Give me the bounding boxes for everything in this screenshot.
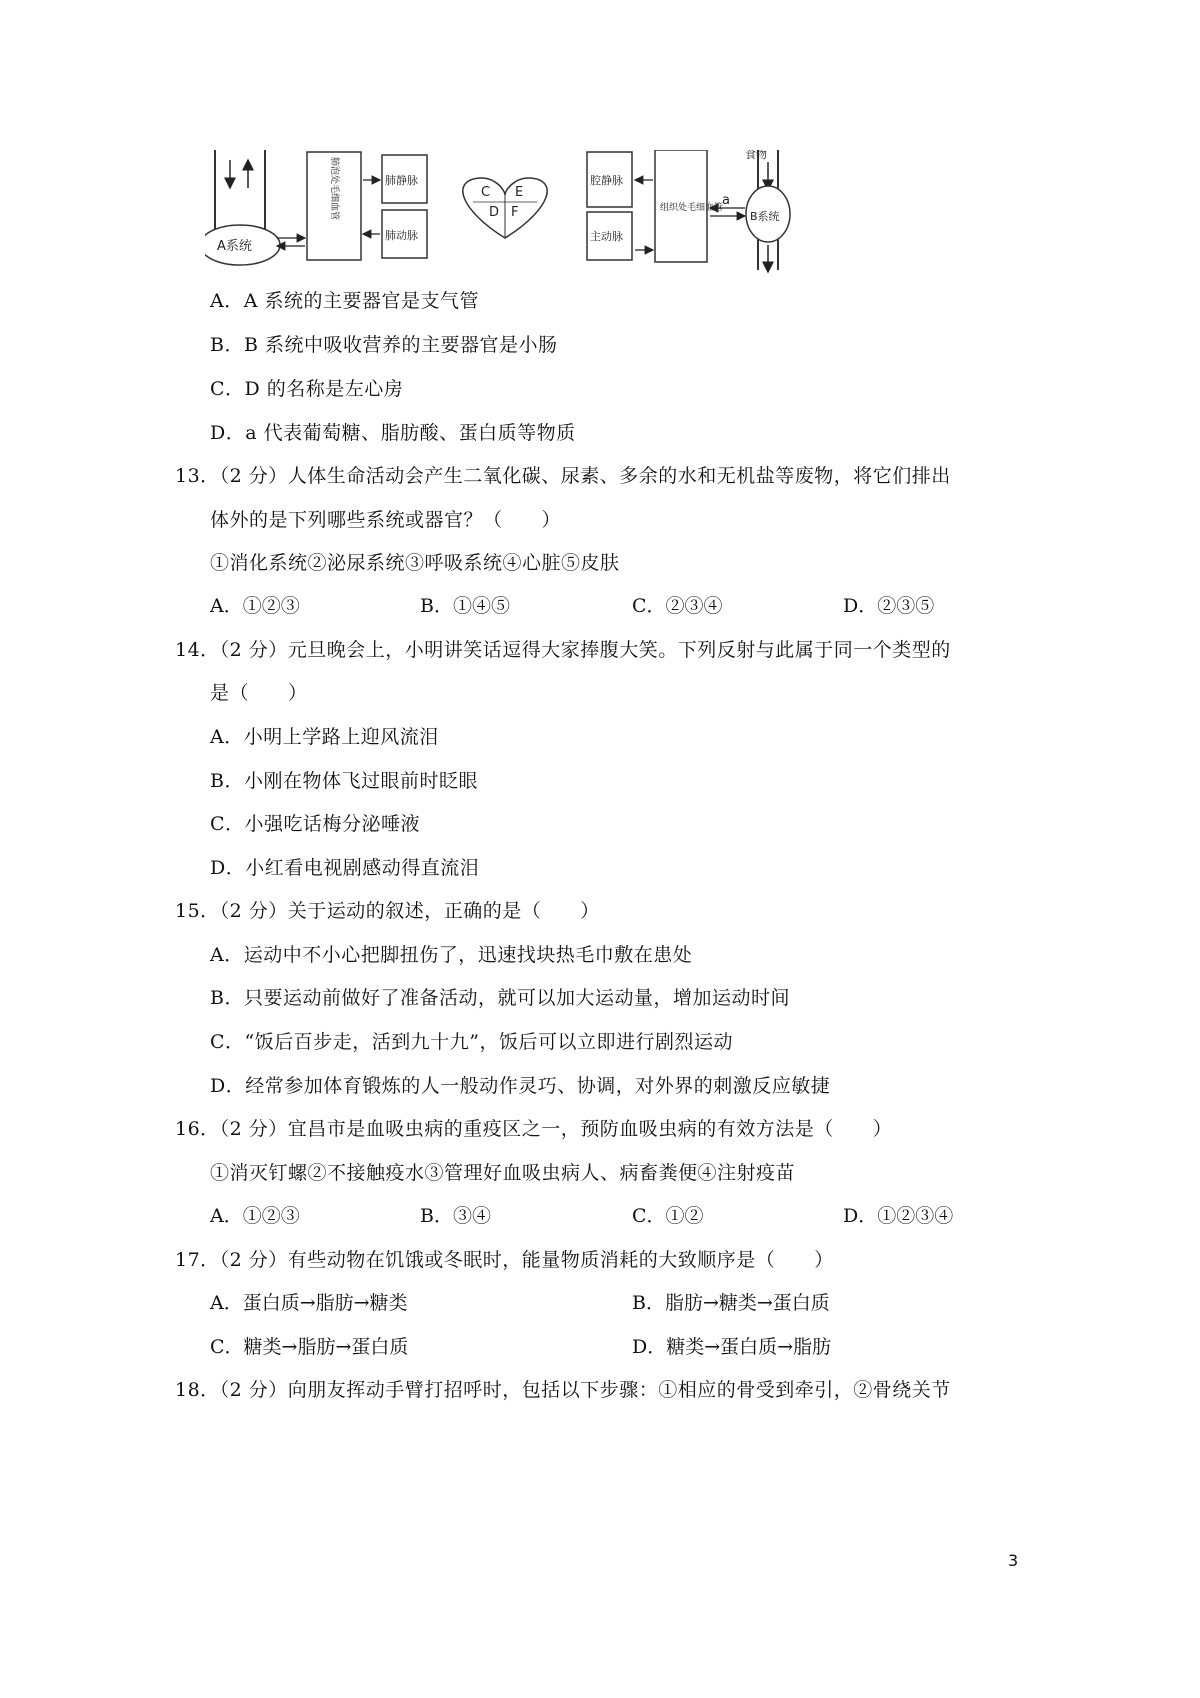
- q16-option-d: D．①②③④: [843, 1205, 954, 1227]
- heart-label-f: F: [511, 205, 519, 220]
- q14-option-c: C．小强吃话梅分泌唾液: [210, 813, 421, 835]
- q17-option-d: D．糖类→蛋白质→脂肪: [632, 1336, 832, 1358]
- q14-option-d: D．小红看电视剧感动得直流泪: [210, 857, 480, 879]
- q15-option-b: B．只要运动前做好了准备活动，就可以加大运动量，增加运动时间: [210, 987, 790, 1009]
- q18-stem: 18．（2 分）向朋友挥动手臂打招呼时，包括以下步骤：①相应的骨受到牵引，②骨绕关节: [175, 1379, 951, 1401]
- pulmonary-artery-label: 肺动脉: [385, 229, 418, 242]
- q16-items: ①消灭钉螺②不接触疫水③管理好血吸虫病人、病畜粪便④注射疫苗: [210, 1162, 796, 1184]
- q17-option-a: A．蛋白质→脂肪→糖类: [210, 1292, 408, 1314]
- circulation-diagram-svg: [205, 150, 905, 290]
- q17-stem: 17．（2 分）有些动物在饥饿或冬眠时，能量物质消耗的大致顺序是（ ）: [175, 1249, 834, 1271]
- q13-stem-line1: 13．（2 分）人体生命活动会产生二氧化碳、尿素、多余的水和无机盐等废物，将它们排出: [175, 465, 951, 487]
- q13-stem-line2: 体外的是下列哪些系统或器官？（ ）: [210, 509, 562, 531]
- q14-stem-line1: 14．（2 分）元旦晚会上，小明讲笑话逗得大家捧腹大笑。下列反射与此属于同一个类型的: [175, 639, 951, 661]
- q13-option-b: B．①④⑤: [420, 595, 510, 617]
- q12-option-d: D．a 代表葡萄糖、脂肪酸、蛋白质等物质: [210, 422, 576, 444]
- q15-option-d: D．经常参加体育锻炼的人一般动作灵巧、协调，对外界的刺激反应敏捷: [210, 1075, 831, 1097]
- page-number: 3: [1008, 1551, 1019, 1570]
- q16-option-c: C．①②: [632, 1205, 704, 1227]
- circulation-diagram: [205, 150, 905, 290]
- aorta-label: 主动脉: [590, 230, 623, 243]
- q16-option-b: B．③④: [420, 1205, 491, 1227]
- q12-option-a: A．A 系统的主要器官是支气管: [210, 290, 479, 312]
- q16-option-a: A．①②③: [210, 1205, 300, 1227]
- q14-option-b: B．小刚在物体飞过眼前时眨眼: [210, 770, 478, 792]
- q15-stem: 15．（2 分）关于运动的叙述，正确的是（ ）: [175, 900, 600, 922]
- q12-option-c: C．D 的名称是左心房: [210, 378, 404, 400]
- food-label: 食物: [745, 150, 767, 161]
- q17-option-b: B．脂肪→糖类→蛋白质: [632, 1292, 830, 1314]
- q16-stem: 16．（2 分）宜昌市是血吸虫病的重疫区之一，预防血吸虫病的有效方法是（ ）: [175, 1118, 893, 1140]
- q14-option-a: A．小明上学路上迎风流泪: [210, 726, 439, 748]
- q13-option-a: A．①②③: [210, 595, 300, 617]
- q13-option-d: D．②③⑤: [843, 595, 935, 617]
- vena-cava-label: 腔静脉: [590, 174, 623, 187]
- a-system-label: A系统: [217, 239, 252, 254]
- capillary-left-label: 肺泡处毛细血管: [329, 157, 339, 221]
- heart-label-d: D: [489, 205, 500, 220]
- q13-option-c: C．②③④: [632, 595, 723, 617]
- q15-option-c: C．“饭后百步走，活到九十九”，饭后可以立即进行剧烈运动: [210, 1031, 733, 1053]
- q17-option-c: C．糖类→脂肪→蛋白质: [210, 1336, 409, 1358]
- tissue-capillary-label: 组织处毛细血管: [660, 203, 724, 213]
- q13-items: ①消化系统②泌尿系统③呼吸系统④心脏⑤皮肤: [210, 552, 620, 574]
- heart-label-c: C: [481, 185, 491, 200]
- q14-stem-line2: 是（ ）: [210, 682, 308, 704]
- pulmonary-vein-label: 肺静脉: [385, 174, 418, 187]
- b-system-label: B系统: [750, 210, 780, 223]
- q12-option-b: B．B 系统中吸收营养的主要器官是小肠: [210, 334, 558, 356]
- q15-option-a: A．运动中不小心把脚扭伤了，迅速找块热毛巾敷在患处: [210, 944, 693, 966]
- a-label: a: [722, 193, 730, 208]
- heart-label-e: E: [515, 185, 524, 200]
